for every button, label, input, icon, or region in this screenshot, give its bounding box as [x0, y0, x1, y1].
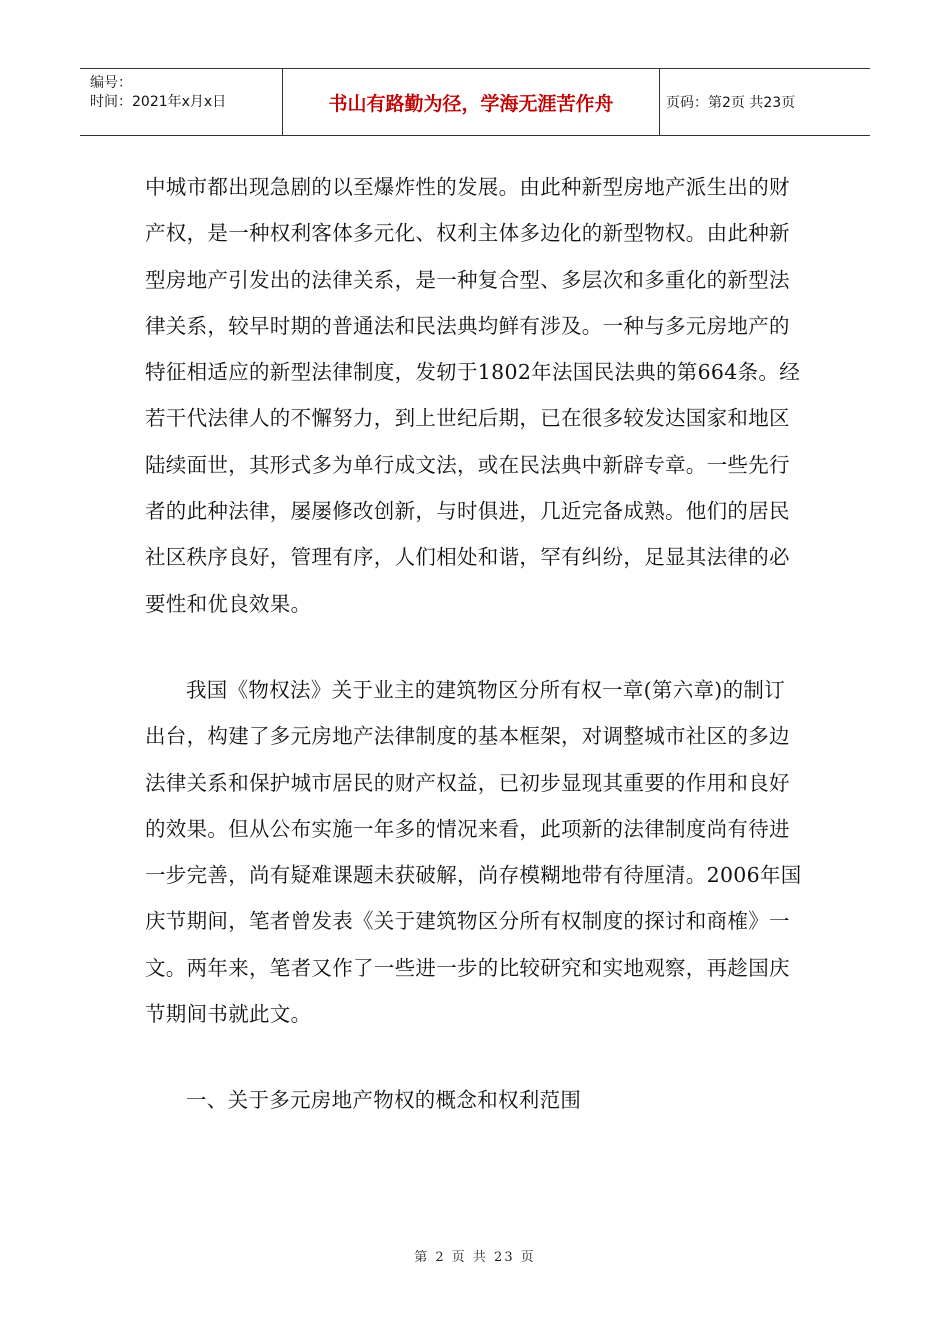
page-footer: 第 2 页 共 23 页 — [414, 1250, 536, 1265]
body-paragraph-2: 我国《物权法》关于业主的建筑物区分所有权一章(第六章)的制订出台，构建了多元房地产法律制度的基本框架，对调整城市社区的多边法律关系和保护城市居民的财产权益，已初步显现其重要的作用和良好的效果。但从公布实施一年多的情况来看，此项新的法律制度尚有待进一步完善，尚有疑难课题未获破解，尚存模糊地带有待厘清。2006年国庆节期间，笔者曾发表《关于建筑物区分所有权制度的探讨和商榷》一文。两年来，笔者又作了一些进一步的比较研究和实地观察，再趁国庆节期间书就此文。 — [145, 677, 802, 1027]
header-motto: 书山有路勤为径，学海无涯苦作舟 — [283, 69, 660, 135]
header-meta-cell — [80, 69, 283, 135]
document-header — [80, 68, 870, 136]
body-paragraph-1: 中城市都出现急剧的以至爆炸性的发展。由此种新型房地产派生出的财产权，是一种权利客体多元化、权利主体多边化的新型物权。由此种新型房地产引发出的法律关系，是一种复合型、多层次和多重化的新型法律关系，较早时期的普通法和民法典均鲜有涉及。一种与多元房地产的特征相适应的新型法律制度，发轫于1802年法国民法典的第664条。经若干代法律人的不懈努力，到上世纪后期，已在很多较发达国家和地区陆续面世，其形式多为单行成文法，或在民法典中新辟专章。一些先行者的此种法律，屡屡修改创新，与时俱进，几近完备成熟。他们的居民社区秩序良好，管理有序，人们相处和谐，罕有纠纷，足显其法律的必要性和优良效果。 — [145, 175, 800, 616]
document-date-label: 时间：2021年x月x日 — [90, 94, 227, 110]
header-page-info: 页码：第2页 共23页 — [666, 95, 796, 111]
section-heading: 一、关于多元房地产物权的概念和权利范围 — [186, 1088, 582, 1113]
document-number-label: 编号： — [90, 75, 132, 91]
document-body — [145, 164, 805, 1124]
